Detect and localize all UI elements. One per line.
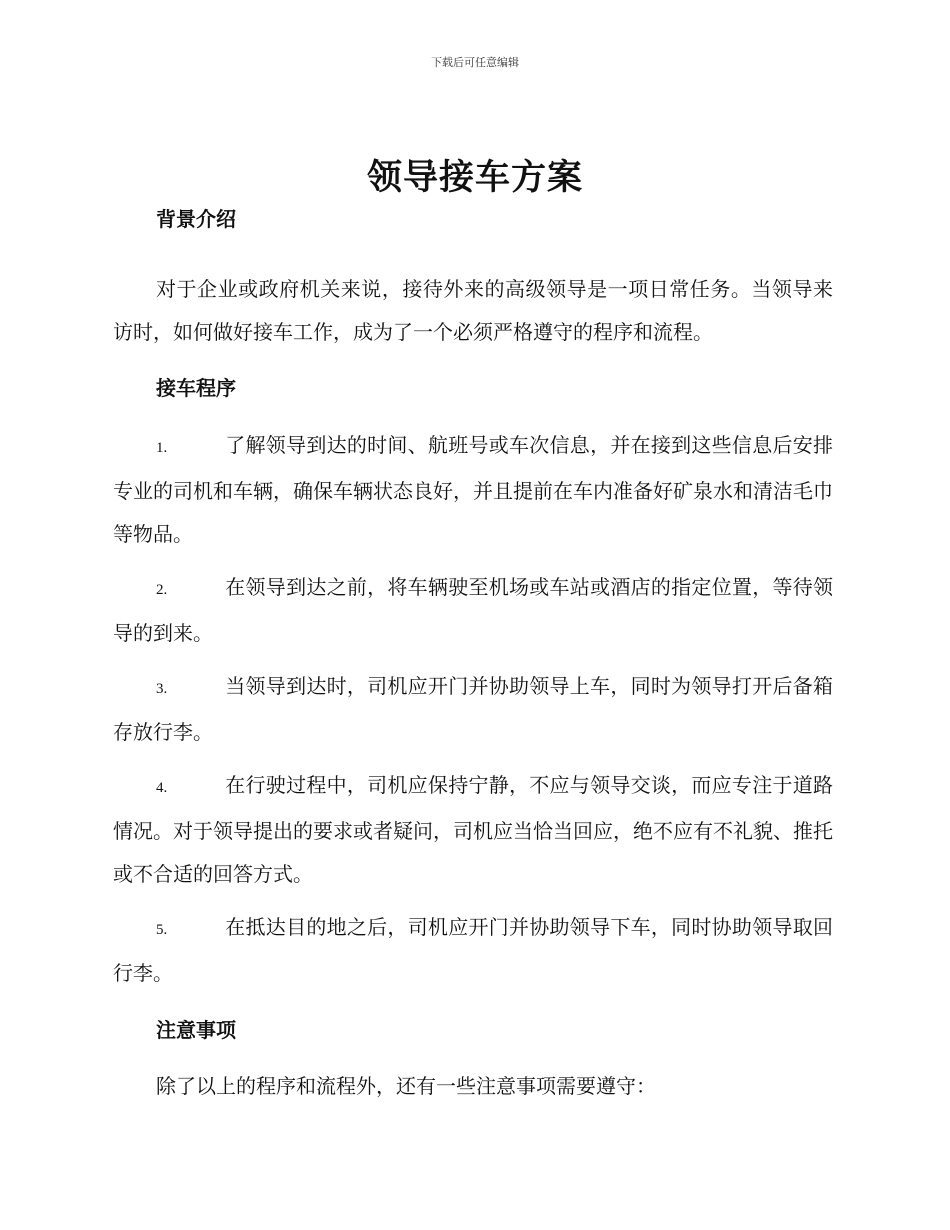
list-item-number: 5.	[156, 922, 168, 938]
list-item	[113, 665, 833, 754]
list-item-number: 1.	[156, 440, 168, 456]
page-header-note: 下载后可任意编辑	[431, 56, 519, 69]
list-item-number: 4.	[156, 780, 168, 796]
section-heading-background: 背景介绍	[156, 207, 236, 231]
list-item-text: 在行驶过程中，司机应保持宁静，不应与领导交谈，而应专注于道路情况。对于领导提出的要求或者疑问，司机应当恰当回应，绝不应有不礼貌、推托或不合适的回答方式。	[113, 773, 833, 886]
list-item-text: 当领导到达时，司机应开门并协助领导上车，同时为领导打开后备箱存放行李。	[113, 674, 833, 744]
procedure-list	[113, 424, 833, 995]
list-item-text: 在抵达目的地之后，司机应开门并协助领导下车，同时协助领导取回行李。	[113, 915, 833, 985]
list-item	[113, 566, 833, 655]
list-item	[113, 424, 833, 556]
document-body	[113, 204, 833, 1108]
list-item-text: 了解领导到达的时间、航班号或车次信息，并在接到这些信息后安排专业的司机和车辆，确保车辆状态良好，并且提前在车内准备好矿泉水和清洁毛巾等物品。	[113, 433, 833, 546]
list-item	[113, 764, 833, 896]
list-item-number: 2.	[156, 582, 168, 598]
section-heading-procedure: 接车程序	[156, 376, 236, 400]
paragraph-notes: 除了以上的程序和流程外，还有一些注意事项需要遵守：	[156, 1074, 656, 1098]
paragraph-background: 对于企业或政府机关来说，接待外来的高级领导是一项日常任务。当领导来访时，如何做好接车工作，成为了一个必须严格遵守的程序和流程。	[113, 277, 833, 344]
document-title: 领导接车方案	[366, 158, 583, 198]
list-item-number: 3.	[156, 681, 168, 697]
section-heading-notes: 注意事项	[156, 1018, 236, 1042]
list-item-text: 在领导到达之前，将车辆驶至机场或车站或酒店的指定位置，等待领导的到来。	[113, 575, 833, 645]
list-item	[113, 906, 833, 995]
